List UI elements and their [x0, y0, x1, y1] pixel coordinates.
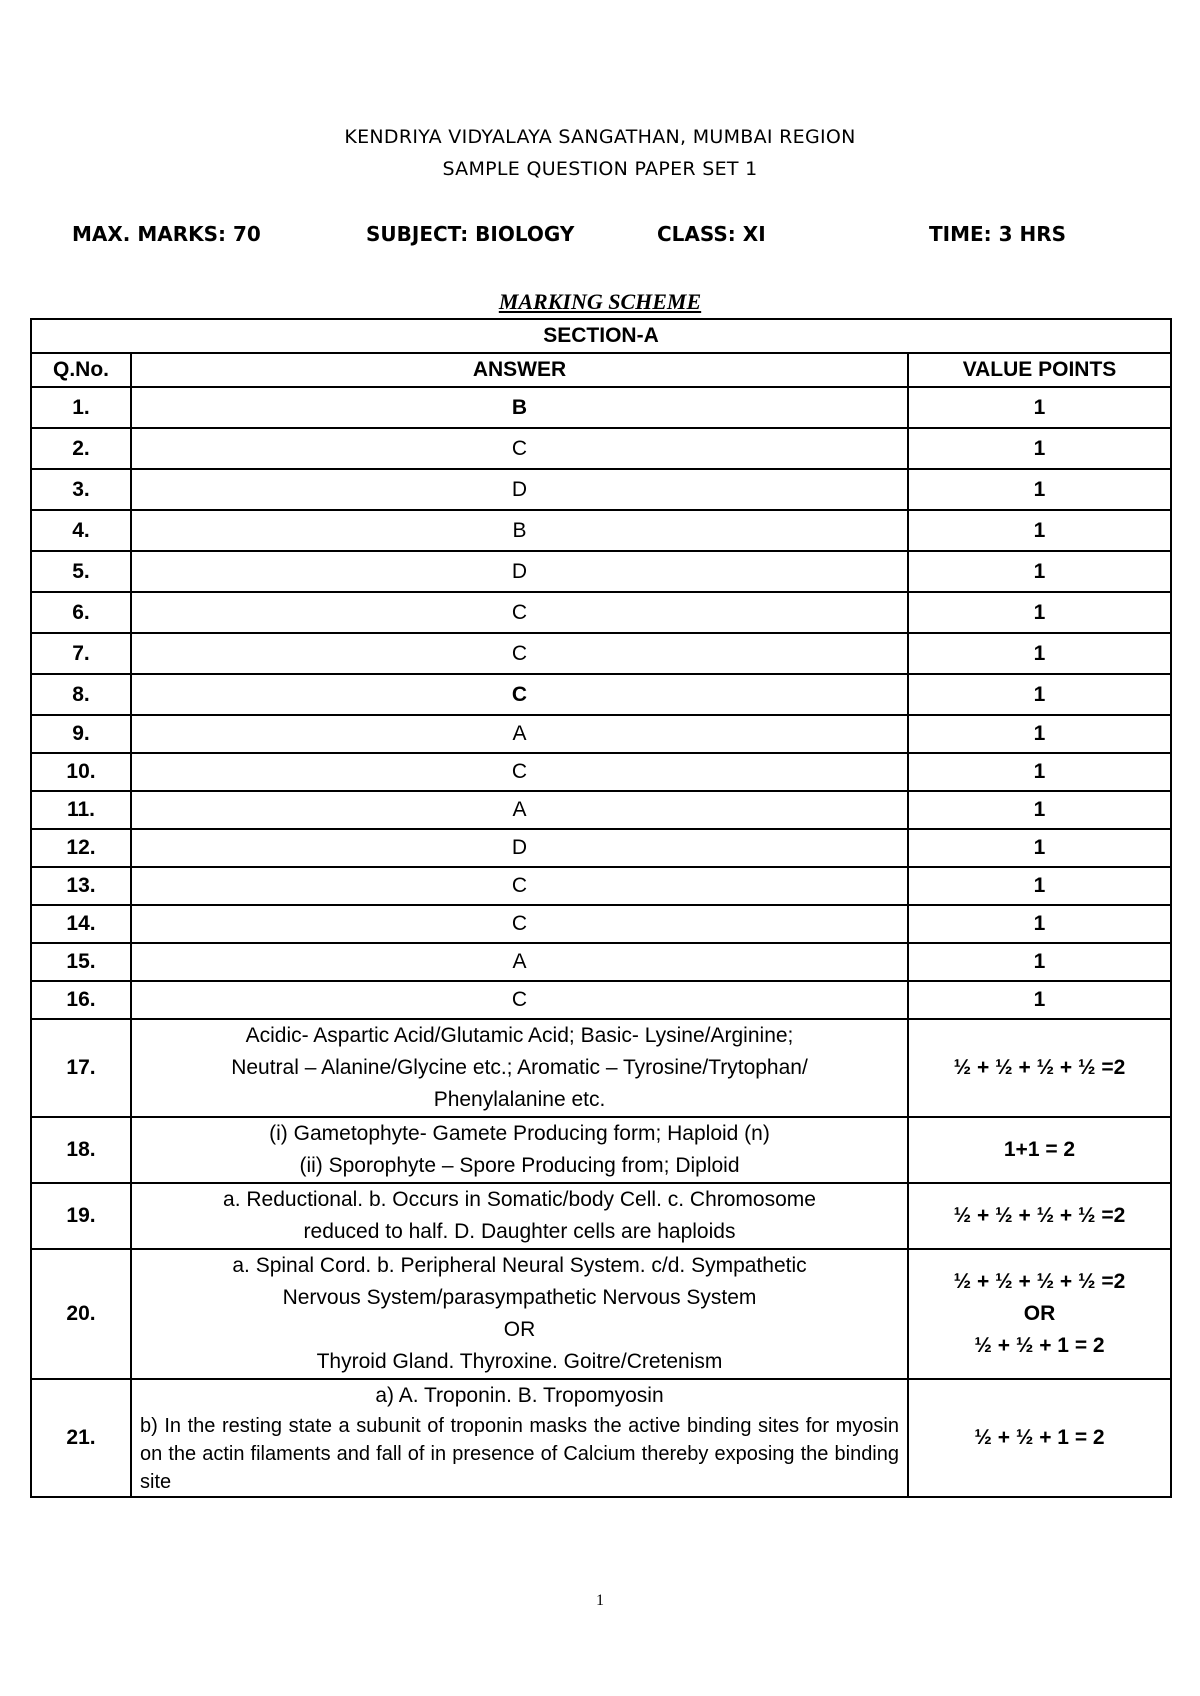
question-number: 11. [31, 791, 131, 829]
question-number: 6. [31, 592, 131, 633]
table-row [31, 510, 1171, 551]
header-organization: KENDRIYA VIDYALAYA SANGATHAN, MUMBAI REGION [344, 126, 856, 148]
table-row-q19 [31, 1183, 1171, 1249]
value-points: 1 [908, 469, 1171, 510]
table-row [31, 387, 1171, 428]
value-points: 1 [908, 981, 1171, 1019]
class-level: CLASS: XI [657, 222, 766, 246]
page-number: 1 [596, 1592, 604, 1609]
answer-paragraph-text: In the resting state a subunit of troponin masks the active binding sites for myosin on the actin filaments and fall of in presence of Calcium thereby exposing the binding site [140, 1415, 899, 1493]
table-row [31, 905, 1171, 943]
question-number: 4. [31, 510, 131, 551]
marking-scheme-table [30, 318, 1172, 1498]
table-row [31, 674, 1171, 715]
value-points: 1+1 = 2 [908, 1117, 1171, 1183]
answer-line: a) A. Troponin. B. Tropomyosin [375, 1384, 664, 1407]
value-points: 1 [908, 674, 1171, 715]
answer-paragraph [140, 1412, 899, 1496]
question-number: 21. [31, 1379, 131, 1497]
question-number: 15. [31, 943, 131, 981]
value-points: 1 [908, 551, 1171, 592]
value-points: 1 [908, 867, 1171, 905]
answer-part-label: b) [140, 1415, 158, 1437]
value-points: ½ + ½ + ½ + ½ =2 [908, 1019, 1171, 1117]
question-number: 7. [31, 633, 131, 674]
question-number: 17. [31, 1019, 131, 1117]
answer-line: (i) Gametophyte- Gamete Producing form; Haploid (n) [269, 1122, 770, 1145]
answer-line: OR [503, 1318, 536, 1341]
subject: SUBJECT: BIOLOGY [366, 222, 575, 246]
table-row-q18 [31, 1117, 1171, 1183]
max-marks: MAX. MARKS: 70 [72, 222, 261, 246]
answer-cell: B [131, 510, 908, 551]
answer-cell: A [131, 943, 908, 981]
answer-cell [131, 1117, 908, 1183]
table-row-q17 [31, 1019, 1171, 1117]
value-line: ½ + ½ + ½ + ½ =2 [953, 1270, 1126, 1293]
header-row [31, 353, 1171, 387]
answer-cell: C [131, 981, 908, 1019]
answer-line: Neutral – Alanine/Glycine etc.; Aromatic – Tyrosine/Trytophan/ [231, 1056, 808, 1079]
table-row-q20 [31, 1249, 1171, 1379]
value-points: 1 [908, 829, 1171, 867]
table-row [31, 829, 1171, 867]
table-row-q21 [31, 1379, 1171, 1497]
answer-cell [131, 1183, 908, 1249]
column-header-qno: Q.No. [31, 353, 131, 387]
answer-line: Phenylalanine etc. [433, 1088, 606, 1111]
question-number: 10. [31, 753, 131, 791]
answer-cell: D [131, 829, 908, 867]
question-number: 19. [31, 1183, 131, 1249]
table-row [31, 469, 1171, 510]
table-row [31, 791, 1171, 829]
marking-scheme-title: MARKING SCHEME [498, 289, 702, 314]
answer-cell: C [131, 633, 908, 674]
question-number: 18. [31, 1117, 131, 1183]
answer-cell: C [131, 867, 908, 905]
value-points: 1 [908, 905, 1171, 943]
question-number: 9. [31, 715, 131, 753]
answer-line: Acidic- Aspartic Acid/Glutamic Acid; Basic- Lysine/Arginine; [245, 1024, 794, 1047]
value-points: 1 [908, 633, 1171, 674]
value-points [908, 1249, 1171, 1379]
header-paper-set: SAMPLE QUESTION PAPER SET 1 [442, 158, 758, 180]
answer-cell: C [131, 674, 908, 715]
question-number: 2. [31, 428, 131, 469]
answer-line: (ii) Sporophyte – Spore Producing from; Diploid [299, 1154, 740, 1177]
answer-cell: C [131, 428, 908, 469]
question-number: 16. [31, 981, 131, 1019]
column-header-answer: ANSWER [131, 353, 908, 387]
table-row [31, 715, 1171, 753]
value-points: 1 [908, 791, 1171, 829]
table-row [31, 867, 1171, 905]
table-row [31, 551, 1171, 592]
value-points: 1 [908, 428, 1171, 469]
answer-cell: A [131, 791, 908, 829]
value-points: 1 [908, 387, 1171, 428]
question-number: 20. [31, 1249, 131, 1379]
question-number: 1. [31, 387, 131, 428]
value-points: 1 [908, 943, 1171, 981]
answer-cell: A [131, 715, 908, 753]
answer-line: a. Spinal Cord. b. Peripheral Neural System. c/d. Sympathetic [232, 1254, 807, 1277]
answer-cell: C [131, 592, 908, 633]
answer-line: a. Reductional. b. Occurs in Somatic/body Cell. c. Chromosome [223, 1188, 816, 1211]
answer-line: Thyroid Gland. Thyroxine. Goitre/Cretenism [316, 1350, 723, 1373]
value-points: 1 [908, 510, 1171, 551]
answer-line: Nervous System/parasympathetic Nervous System [282, 1286, 757, 1309]
column-header-value-points: VALUE POINTS [908, 353, 1171, 387]
table-row [31, 943, 1171, 981]
time-allowed: TIME: 3 HRS [929, 222, 1067, 246]
value-line: OR [1023, 1302, 1056, 1325]
value-points: 1 [908, 592, 1171, 633]
question-number: 3. [31, 469, 131, 510]
table-row [31, 981, 1171, 1019]
answer-line: reduced to half. D. Daughter cells are haploids [303, 1220, 736, 1243]
section-title: SECTION-A [31, 319, 1171, 353]
question-number: 13. [31, 867, 131, 905]
table-row [31, 592, 1171, 633]
table-row [31, 428, 1171, 469]
question-number: 5. [31, 551, 131, 592]
question-number: 14. [31, 905, 131, 943]
answer-cell: D [131, 469, 908, 510]
value-points: ½ + ½ + ½ + ½ =2 [908, 1183, 1171, 1249]
section-row [31, 319, 1171, 353]
value-line: ½ + ½ + 1 = 2 [974, 1334, 1105, 1357]
answer-cell [131, 1379, 908, 1497]
answer-cell [131, 1249, 908, 1379]
answer-cell [131, 1019, 908, 1117]
value-points: ½ + ½ + 1 = 2 [908, 1379, 1171, 1497]
answer-cell: D [131, 551, 908, 592]
answer-cell: C [131, 905, 908, 943]
value-points: 1 [908, 753, 1171, 791]
answer-cell: C [131, 753, 908, 791]
table-row [31, 753, 1171, 791]
table-row [31, 633, 1171, 674]
question-number: 12. [31, 829, 131, 867]
value-points: 1 [908, 715, 1171, 753]
answer-cell: B [131, 387, 908, 428]
question-number: 8. [31, 674, 131, 715]
